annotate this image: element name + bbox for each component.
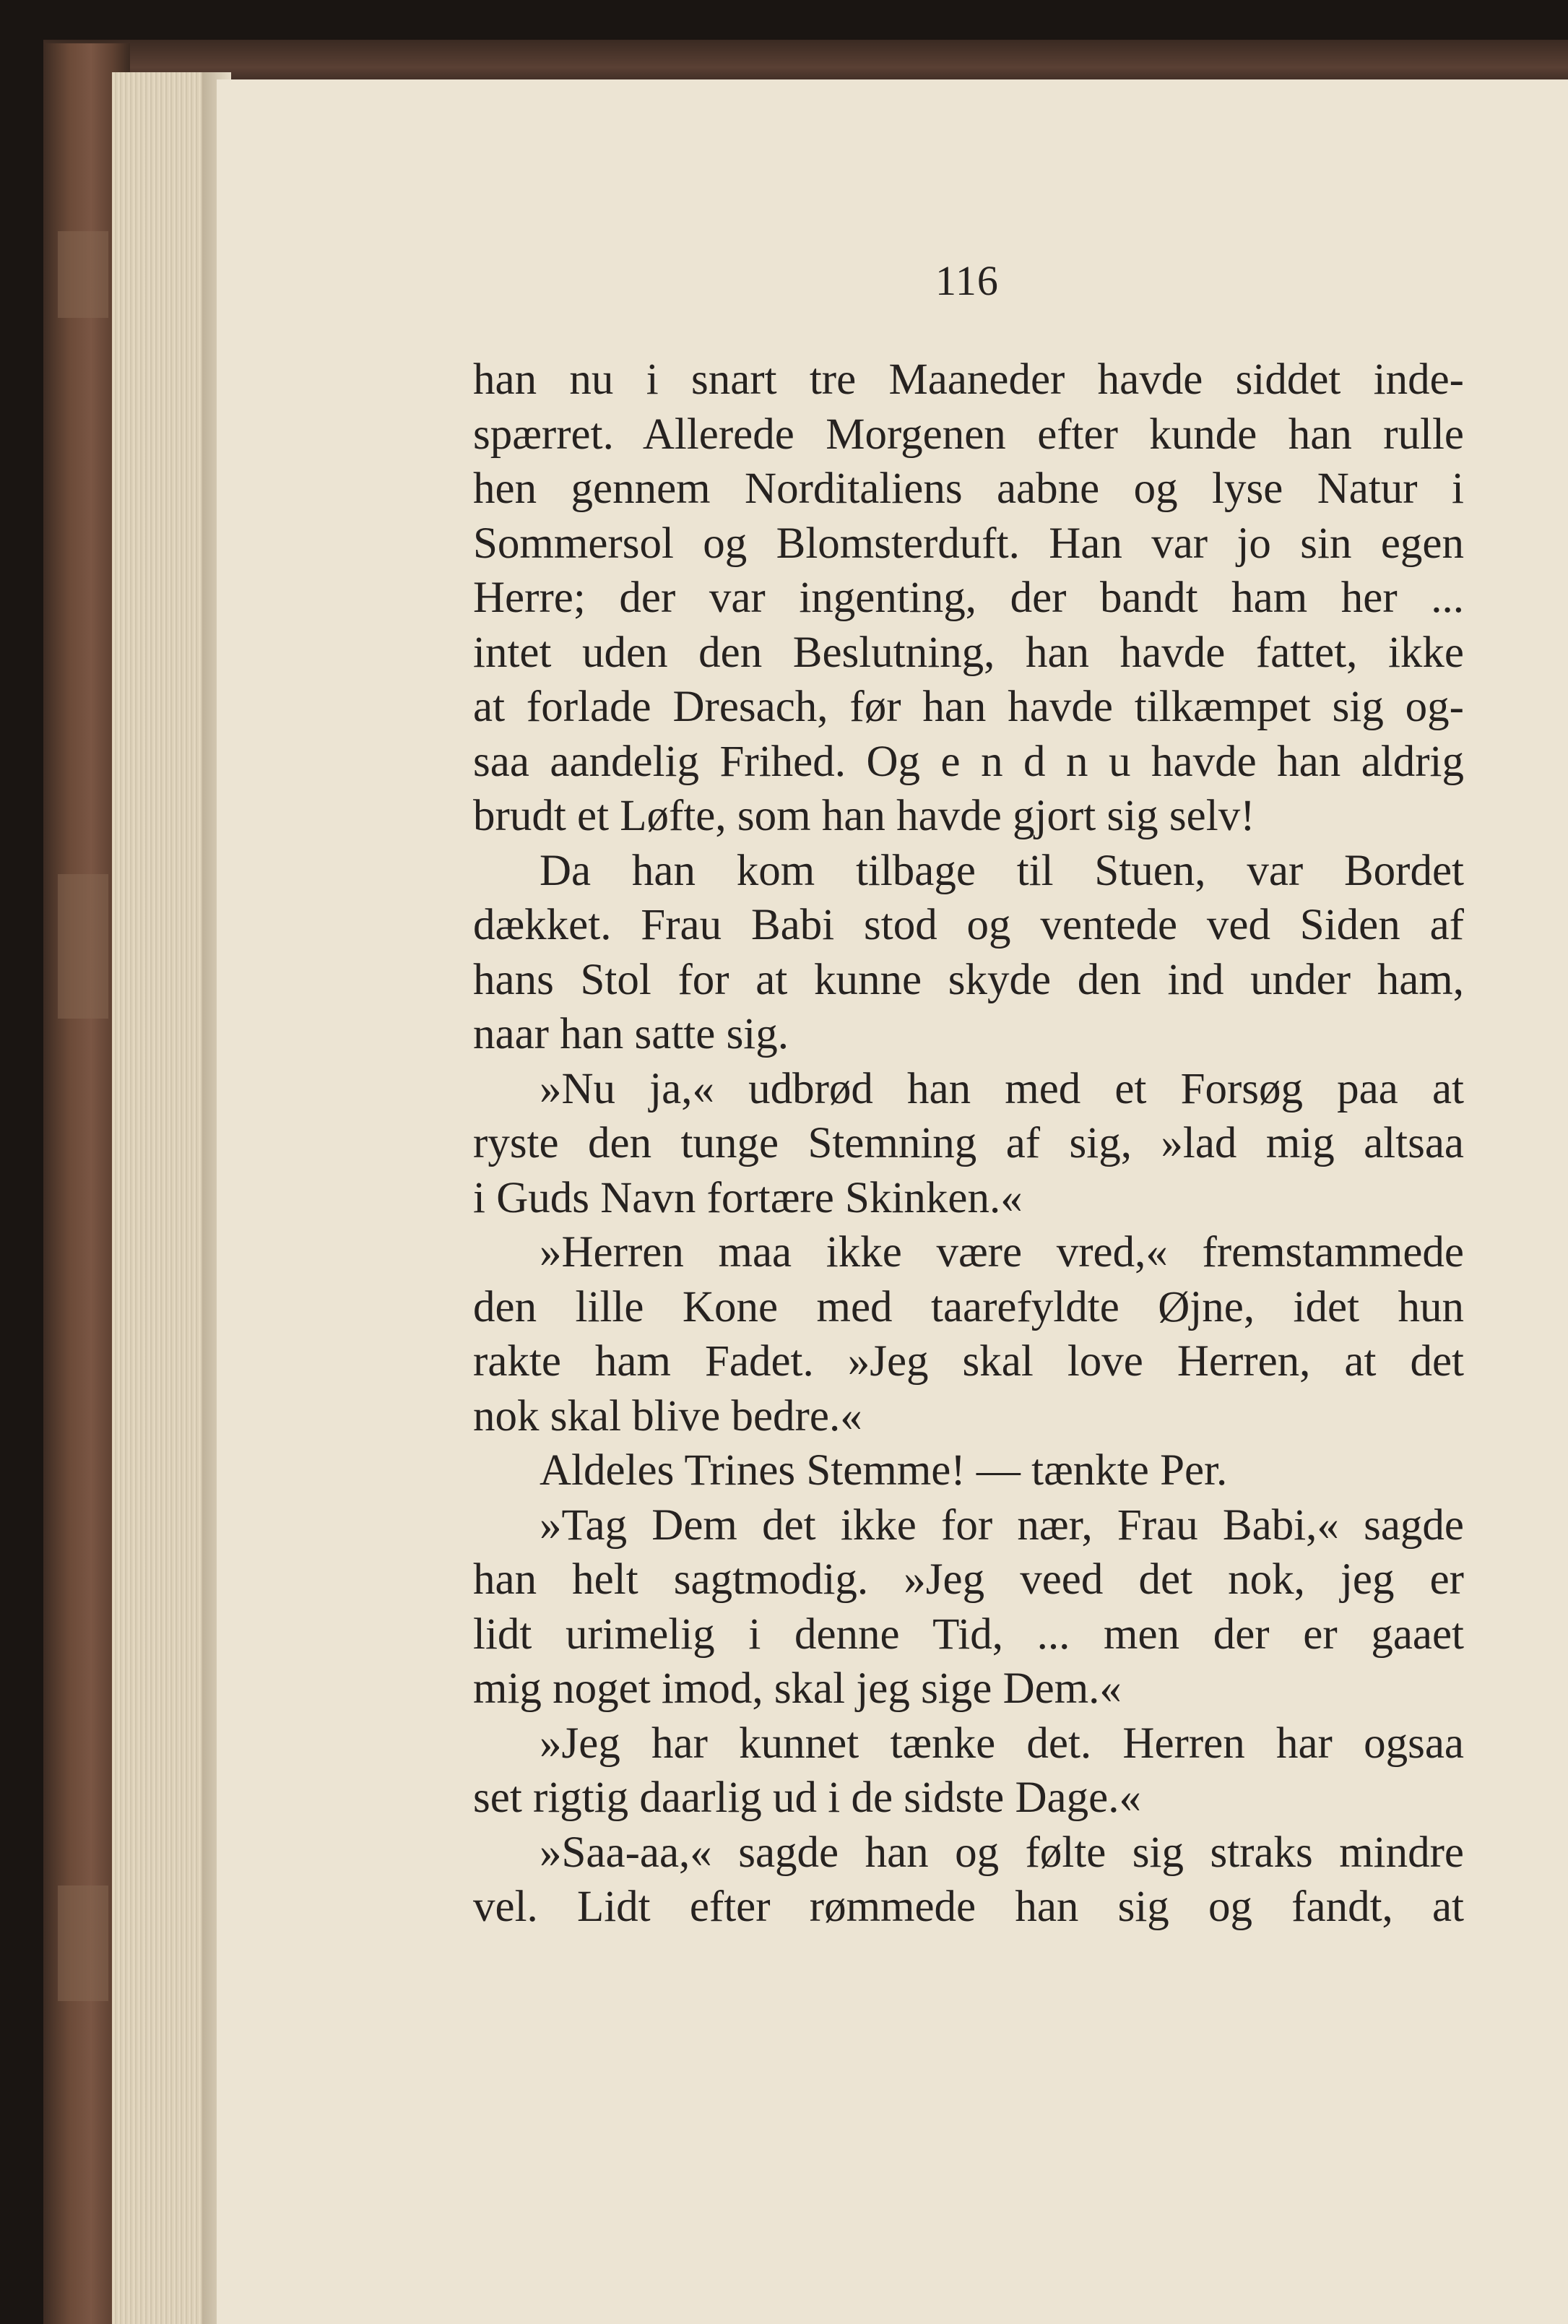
text-line: Aldeles Trines Stemme! — tænkte Per.: [540, 1446, 1228, 1495]
text-line: saa aandelig Frihed. Og e n d n u havde han aldrig: [473, 737, 1464, 786]
text-line: set rigtig daarlig ud i de sidste Dage.«: [473, 1774, 1141, 1822]
text-line: i Guds Navn fortære Skinken.«: [473, 1173, 1023, 1222]
text-line: mig noget imod, skal jeg sige Dem.«: [473, 1664, 1122, 1713]
cover-wear-mark: [58, 1885, 108, 2001]
text-line: spærret. Allerede Morgenen efter kunde han rulle: [473, 410, 1464, 459]
text-line: hen gennem Norditaliens aabne og lyse Natur i: [473, 465, 1464, 513]
text-line: dækket. Frau Babi stod og ventede ved Siden af: [473, 901, 1464, 949]
text-line: »Saa-aa,« sagde han og følte sig straks mindre: [540, 1828, 1464, 1877]
page-number: 116: [935, 257, 999, 304]
text-line: rakte ham Fadet. »Jeg skal love Herren, at det: [473, 1337, 1464, 1386]
text-line: hans Stol for at kunne skyde den ind under ham,: [473, 955, 1464, 1004]
text-line: »Herren maa ikke være vred,« fremstammede: [540, 1228, 1464, 1277]
text-line: »Nu ja,« udbrød han med et Forsøg paa at: [540, 1064, 1464, 1113]
cover-wear-mark: [58, 874, 108, 1019]
text-line: brudt et Løfte, som han havde gjort sig selv!: [473, 792, 1255, 840]
text-line: intet uden den Beslutning, han havde fattet, ikke: [473, 628, 1464, 677]
page-edges: [112, 72, 213, 2324]
text-line: Sommersol og Blomsterduft. Han var jo sin egen: [473, 519, 1464, 568]
cover-wear-mark: [58, 231, 108, 318]
text-line: »Tag Dem det ikke for nær, Frau Babi,« sagde: [540, 1500, 1464, 1550]
text-line: naar han satte sig.: [473, 1010, 789, 1058]
text-line: vel. Lidt efter rømmede han sig og fandt, at: [473, 1883, 1464, 1931]
text-line: »Jeg har kunnet tænke det. Herren har ogsaa: [540, 1719, 1464, 1768]
text-line: den lille Kone med taarefyldte Øjne, idet hun: [473, 1282, 1464, 1331]
text-line: lidt urimelig i denne Tid, ... men der er gaaet: [473, 1610, 1464, 1659]
text-line: Da han kom tilbage til Stuen, var Bordet: [540, 846, 1464, 895]
body-text: [473, 353, 1464, 1935]
text-line: han nu i snart tre Maaneder havde siddet inde-: [473, 355, 1464, 404]
text-line: Herre; der var ingenting, der bandt ham her ...: [473, 574, 1464, 622]
text-line: nok skal blive bedre.«: [473, 1391, 862, 1440]
text-line: han helt sagtmodig. »Jeg veed det nok, jeg er: [473, 1555, 1464, 1604]
text-line: at forlade Dresach, før han havde tilkæmpet sig og-: [473, 683, 1464, 731]
text-line: ryste den tunge Stemning af sig, »lad mig altsaa: [473, 1119, 1464, 1167]
